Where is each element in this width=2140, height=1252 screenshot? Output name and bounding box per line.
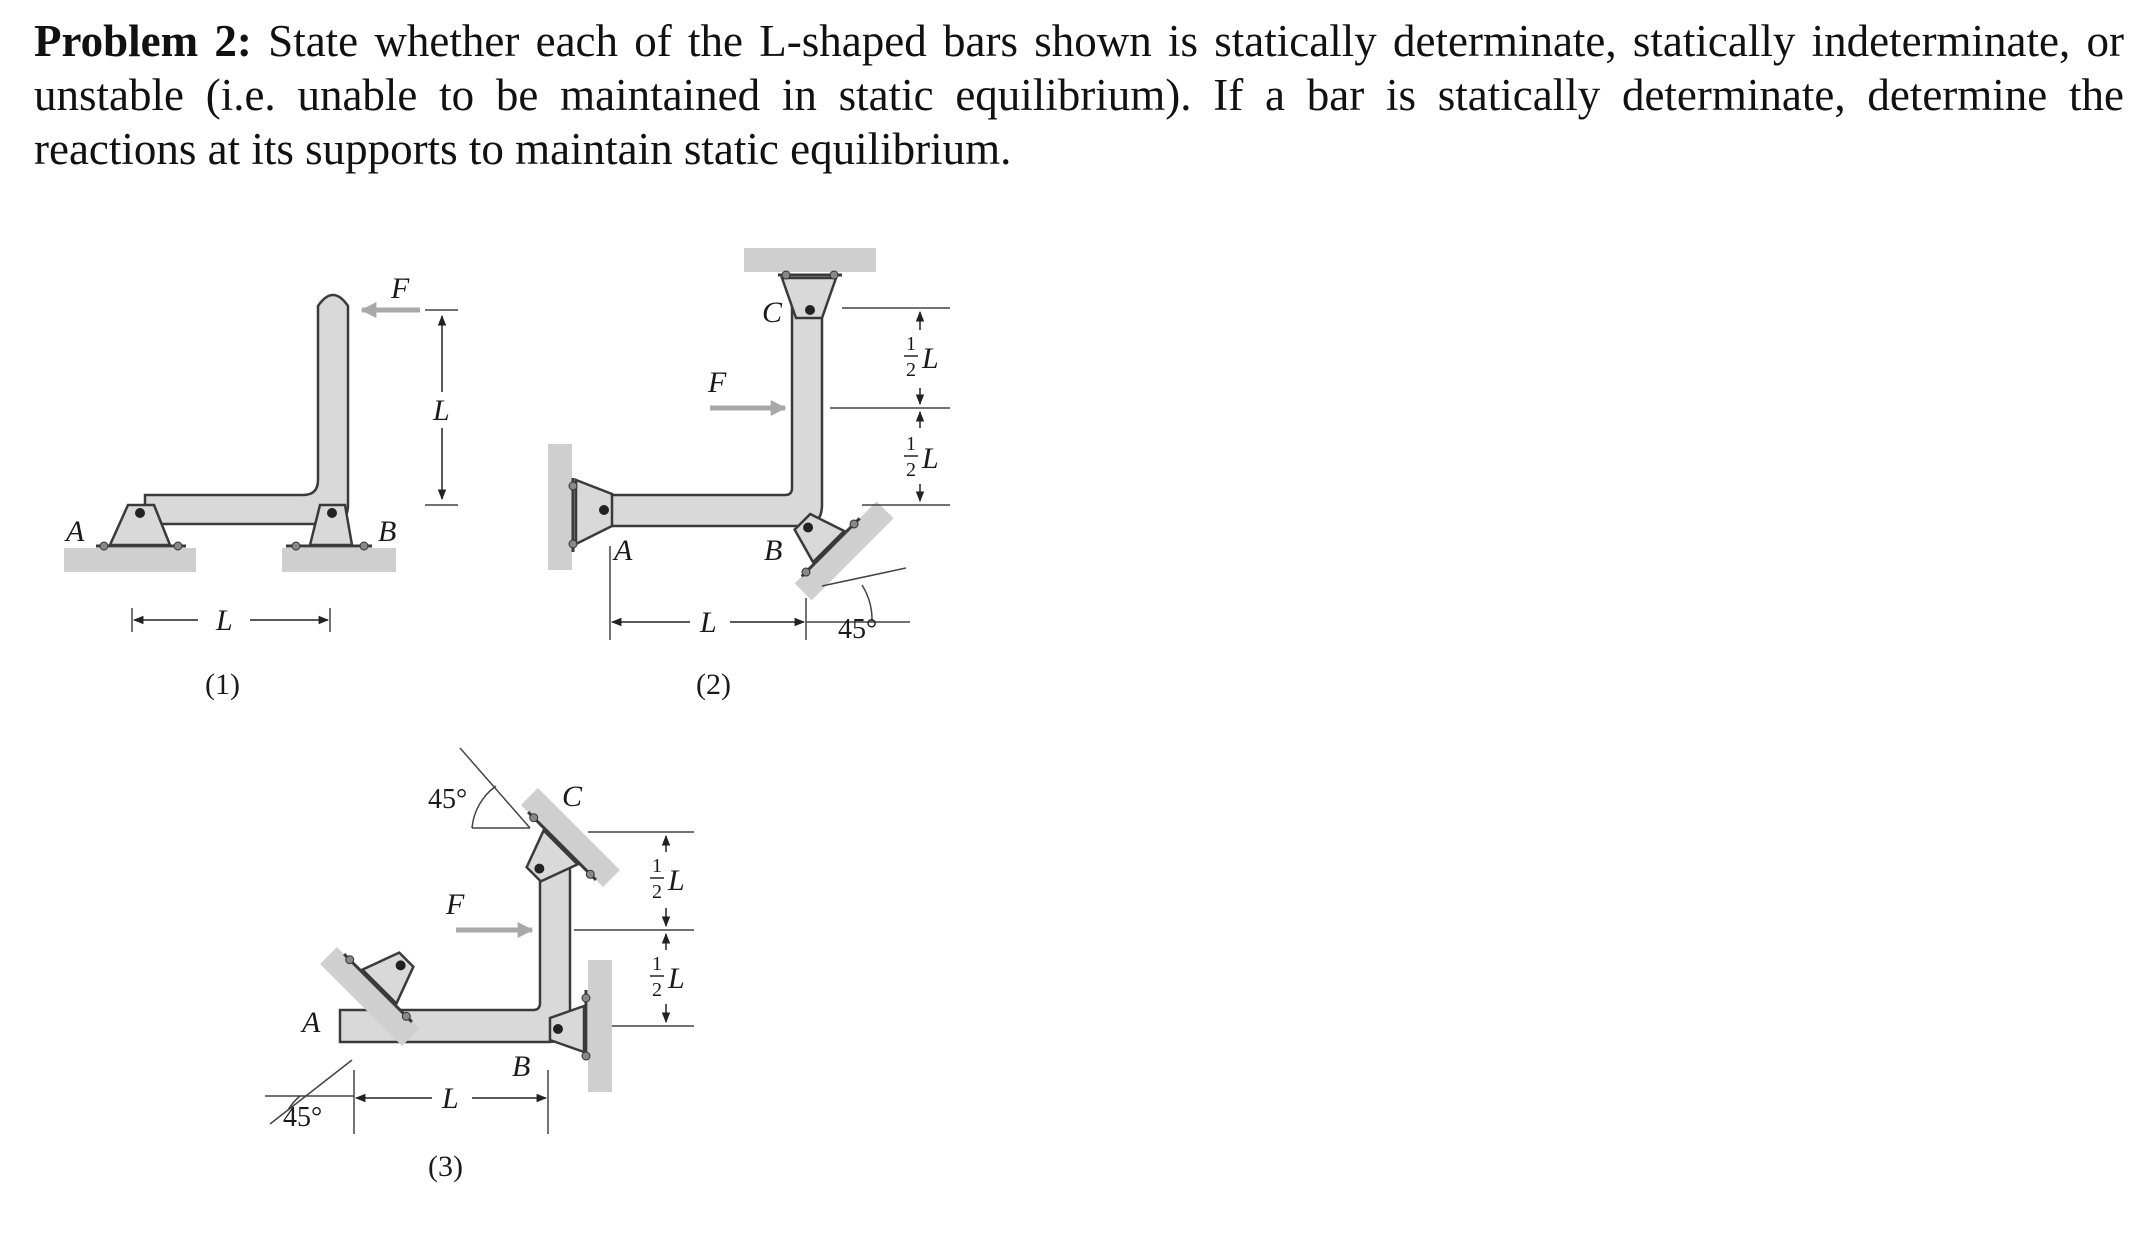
force-label: F xyxy=(446,888,465,921)
pin-support-a xyxy=(569,478,612,552)
point-b-label: B xyxy=(378,515,397,548)
ground-b xyxy=(282,548,396,572)
wall-b xyxy=(588,960,612,1092)
fraction-numerator: 1 xyxy=(652,953,662,975)
point-b-label: B xyxy=(512,1050,531,1083)
angle-label: 45° xyxy=(838,614,878,645)
point-c-label: C xyxy=(762,296,783,329)
fraction-numerator: 1 xyxy=(652,855,662,877)
ceiling-c xyxy=(744,248,876,272)
fraction-denominator: 2 xyxy=(652,979,662,1001)
point-c-label: C xyxy=(562,780,583,813)
fraction-variable: L xyxy=(922,442,939,475)
ground-a xyxy=(64,548,196,572)
dim-horizontal-label: L xyxy=(216,604,233,637)
caption-3: (3) xyxy=(428,1150,463,1183)
point-a-label: A xyxy=(614,534,633,567)
inclined-support-b xyxy=(768,474,894,600)
fraction-variable: L xyxy=(668,962,685,995)
point-a-label: A xyxy=(66,515,85,548)
problem-heading: Problem 2: xyxy=(34,16,252,66)
force-label: F xyxy=(708,366,727,399)
fraction-denominator: 2 xyxy=(906,459,916,481)
half-l-upper xyxy=(904,333,939,381)
point-b-label: B xyxy=(764,534,783,567)
figure-1 xyxy=(64,272,458,701)
fraction-numerator: 1 xyxy=(906,433,916,455)
half-l-upper xyxy=(650,855,685,903)
half-l-lower xyxy=(650,953,685,1001)
problem-text: State whether each of the L-shaped bars shown is statically determinate, statically indeterminate, or unstable (i.e. unable to be maintained in static equilibrium). If a bar is statically determinate, determine the reactions at its supports to maintain static equilibrium. xyxy=(34,16,2125,174)
caption-2: (2) xyxy=(696,668,731,701)
angle-top-label: 45° xyxy=(428,784,468,815)
l-bar xyxy=(145,295,348,524)
fraction-variable: L xyxy=(922,342,939,375)
dim-vertical-label: L xyxy=(433,394,450,427)
figure-3 xyxy=(265,748,694,1183)
fraction-numerator: 1 xyxy=(906,333,916,355)
pin-support-c xyxy=(778,271,842,318)
fraction-denominator: 2 xyxy=(906,359,916,381)
dim-horizontal-label: L xyxy=(442,1082,459,1115)
dim-horizontal-label: L xyxy=(700,606,717,639)
fraction-variable: L xyxy=(668,864,685,897)
figure-2 xyxy=(548,248,950,701)
fraction-denominator: 2 xyxy=(652,881,662,903)
point-a-label: A xyxy=(302,1006,321,1039)
l-bar xyxy=(600,300,822,526)
angle-bottom-label: 45° xyxy=(283,1102,323,1133)
caption-1: (1) xyxy=(205,668,240,701)
half-l-lower xyxy=(904,433,939,481)
force-label: F xyxy=(391,272,410,305)
wall-a xyxy=(548,444,572,570)
